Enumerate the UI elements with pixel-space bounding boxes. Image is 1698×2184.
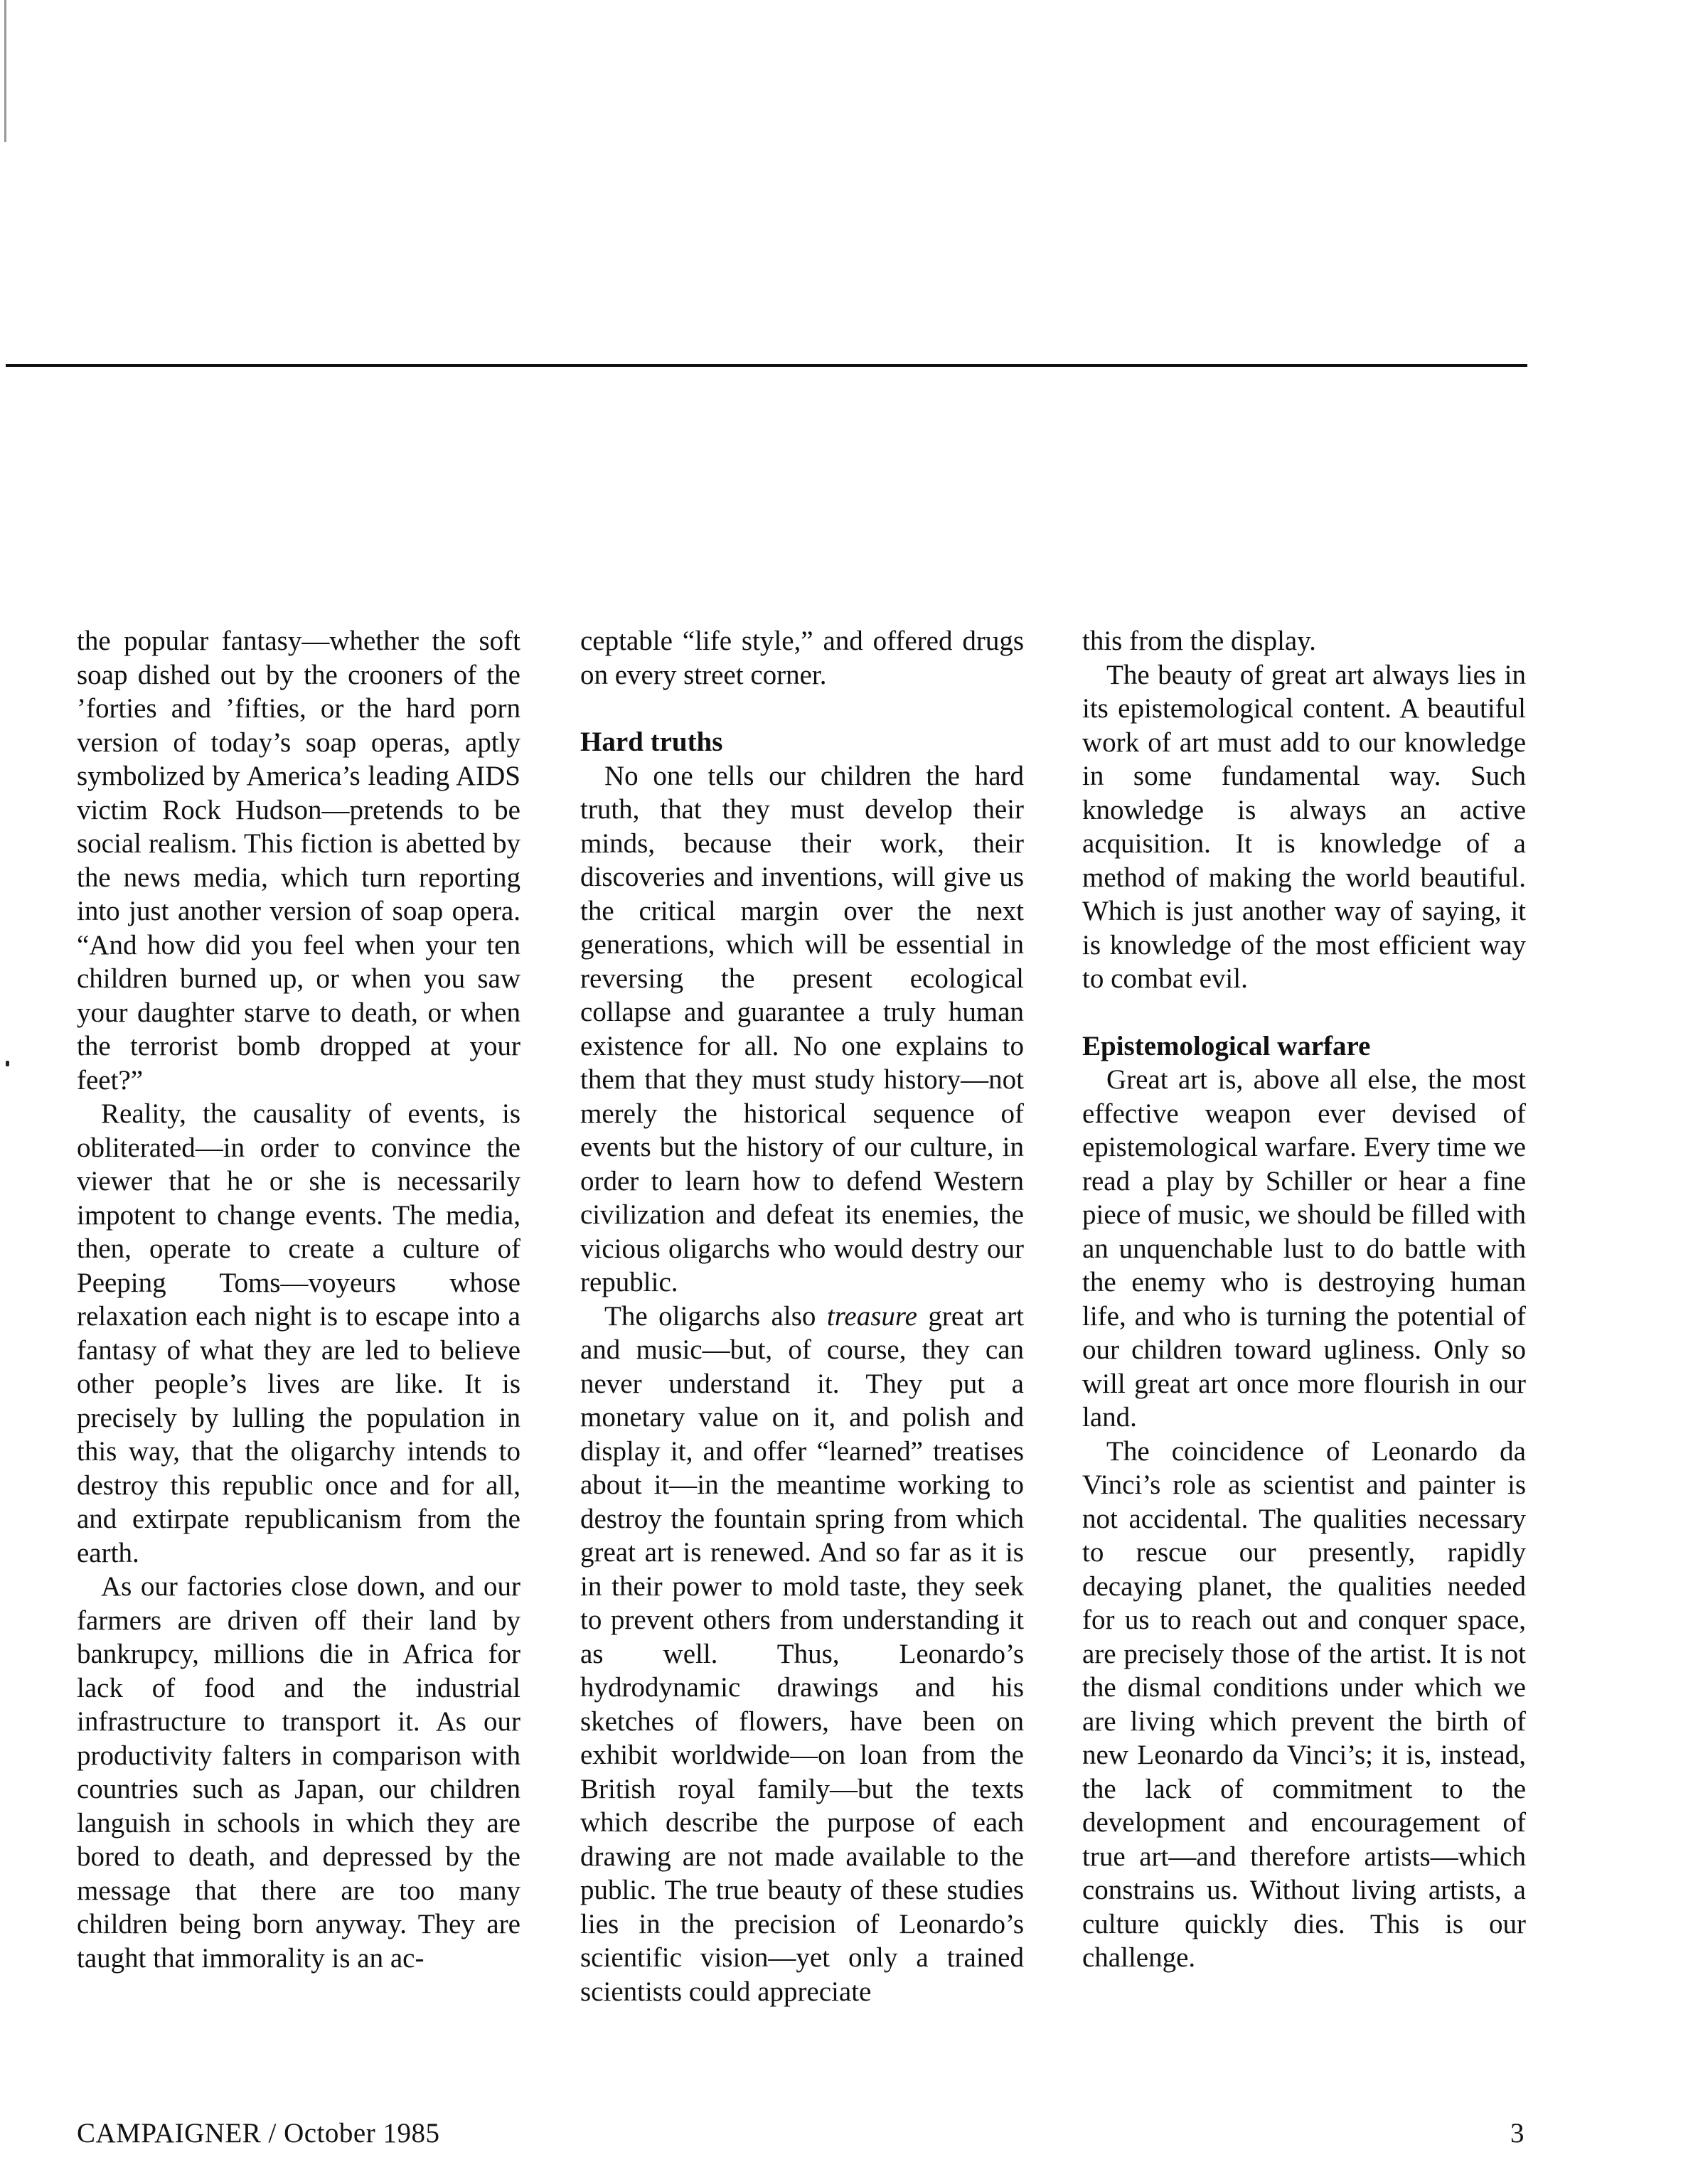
- text-column-1: [77, 624, 520, 1975]
- page-number: 3: [1510, 2118, 1525, 2148]
- horizontal-rule: [6, 364, 1527, 367]
- text-column-2: [580, 624, 1024, 2008]
- section-heading: Hard truths: [580, 727, 723, 757]
- paragraph-text: The oligarchs also: [604, 1300, 827, 1332]
- paragraph: this from the display.: [1082, 626, 1316, 656]
- paragraph: As our factories close down, and our farmers are driven off their land by bankrupcy, millions die in Africa for lack of food and the industrial infrastructure to transport it. As our productivity falters in comparison with countries such as Japan, our children languish in schools in which they are bored to death, and depressed by the message that there are too many children being born anyway. They are taught that immorality is an ac-: [77, 1571, 520, 1974]
- scan-margin-dot: [6, 1061, 9, 1066]
- paragraph: ceptable “life style,” and offered drugs on every street corner.: [580, 626, 1024, 690]
- paragraph-text: great art and music—but, of course, they can never understand it. They put a monetary value on it, and polish and display it, and offer “learned” treatises about it—in the meantime working to destroy the fountain spring from which great art is renewed. And so far as it is in their power to mold taste, they seek to prevent others from understanding it as well. Thus, Leonardo’s hydrodynamic drawings and his sketches of flowers, have been on exhibit worldwide—on loan from the British royal family—but the texts which describe the purpose of each drawing are not made available to the public. The true beauty of these studies lies in the precision of Leonardo’s scientific vision—yet only a trained scientists could appreciate: [580, 1300, 1024, 2007]
- paragraph: The coincidence of Leonardo da Vinci’s role as scientist and painter is not accidental. The qualities necessary to rescue our presently, rapidly decaying planet, the qualities needed for us to reach out and conquer space, are precisely those of the artist. It is not the dismal conditions under which we are living which prevent the birth of new Leonardo da Vinci’s; it is, instead, the lack of commitment to the development and encouragement of true art—and therefore artists—which constrains us. Without living artists, a culture quickly dies. This is our challenge.: [1082, 1435, 1526, 1973]
- spacer: [580, 692, 1024, 725]
- paragraph: the popular fantasy—whether the soft soap dished out by the crooners of the ’forties and ’fifties, or the hard porn version of today’s soap operas, aptly symbolized by America’s leading AIDS victim Rock Hudson—pretends to be social realism. This fiction is abetted by the news media, which turn reporting into just another version of soap opera. “And how did you feel when your ten children burned up, or when you saw your daughter starve to death, or when the terrorist bomb dropped at your feet?”: [77, 626, 520, 1096]
- paragraph: The beauty of great art always lies in its epistemological content. A beautiful work of art must add to our knowledge in some fundamental way. Such knowledge is always an active acquisition. It is knowledge of a method of making the world beautiful. Which is just another way of saying, it is knowledge of the most efficient way to combat evil.: [1082, 659, 1526, 994]
- spacer: [1082, 996, 1526, 1029]
- italic-word: treasure: [826, 1300, 917, 1332]
- paragraph: Great art is, above all else, the most effective weapon ever devised of epistemological warfare. Every time we read a play by Schiller or hear a fine piece of music, we should be filled with an unquenchable lust to do battle with the enemy who is destroying human life, and who is turning the potential of our children toward ugliness. Only so will great art once more flourish in our land.: [1082, 1064, 1526, 1433]
- section-heading: Epistemological warfare: [1082, 1030, 1371, 1061]
- paragraph: Reality, the causality of events, is obliterated—in order to convince the viewer that he or she is necessarily impotent to change events. The media, then, operate to create a culture of Peeping Toms—voyeurs whose relaxation each night is to escape into a fantasy of what they are led to believe other people’s lives are like. It is precisely by lulling the population in this way, that the oligarchy intends to destroy this republic once and for all, and extirpate republicanism from the earth.: [77, 1098, 520, 1568]
- paragraph: [580, 1300, 1024, 2009]
- text-column-3: [1082, 624, 1526, 1975]
- footer-publication: CAMPAIGNER / October 1985: [77, 2118, 440, 2148]
- paragraph: No one tells our children the hard truth, that they must develop their minds, because their work, their discoveries and inventions, will give us the critical margin over the next generations, which will be essential in reversing the present ecological collapse and guarantee a truly human existence for all. No one explains to them that they must study history—not merely the historical sequence of events but the history of our culture, in order to learn how to defend Western civilization and defeat its enemies, the vicious oligarchs who would destry our republic.: [580, 760, 1024, 1297]
- scan-margin-mark: [4, 0, 6, 142]
